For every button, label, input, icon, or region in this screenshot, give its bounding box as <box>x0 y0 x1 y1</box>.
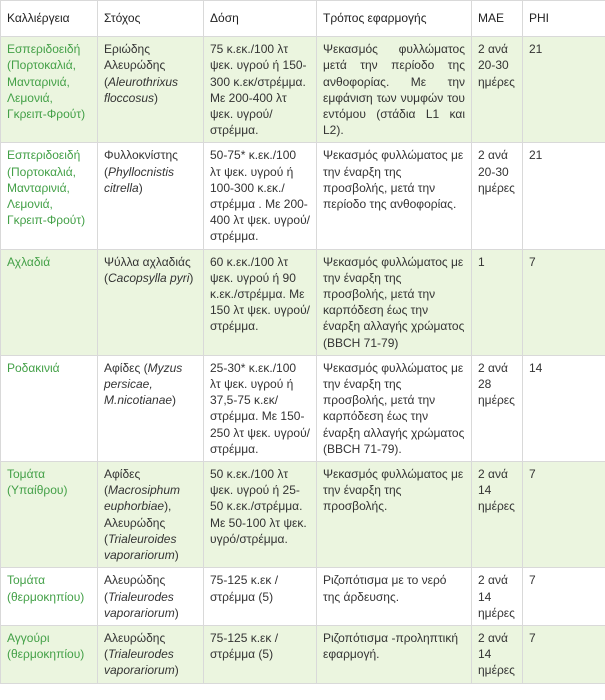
table-row <box>1 37 605 143</box>
crop-cell: Εσπεριδοειδή (Πορτοκαλιά, Μανταρινιά, Λεμονιά, Γκρειπ-Φρούτ) <box>1 143 98 249</box>
target-latin: Macrosiphum euphorbiae <box>104 483 181 514</box>
target-latin: Aleurothrixus floccosus <box>104 74 179 105</box>
target-name: Φυλλοκνίστης <box>104 148 178 163</box>
method-cell: Ψεκασμός φυλλώματος με την έναρξη της προσβολής, μετά την καρπόδεση έως την έναρξη αλλαγής χρώματος (BBCH 71-79). <box>317 355 472 461</box>
target-name: Εριώδης Αλευρώδης <box>104 42 166 73</box>
dose-cell: 75 κ.εκ./100 λτ ψεκ. υγρού ή 150-300 κ.εκ/στρέμμα. Με 200-400 λτ ψεκ. υγρού/ στρέμμα. <box>204 37 317 143</box>
mae-cell: 2 ανά 14 ημέρες <box>472 462 523 568</box>
target-latin: Cacopsylla pyri <box>108 270 190 285</box>
crop-cell: Εσπεριδοειδή (Πορτοκαλιά, Μανταρινιά, Λεμονιά, Γκρειπ-Φρούτ) <box>1 37 98 143</box>
target-cell: Ψύλλα αχλαδιάς (Cacopsylla pyri) <box>98 249 204 355</box>
mae-cell: 2 ανά 20-30 ημέρες <box>472 143 523 249</box>
target-name: Αφίδες <box>104 467 141 482</box>
crop-cell: Ροδακινιά <box>1 355 98 461</box>
header-phi: PHI <box>523 1 605 37</box>
header-dose: Δόση <box>204 1 317 37</box>
mae-cell: 2 ανά 14 ημέρες <box>472 625 523 683</box>
target-cell: Φυλλοκνίστης (Phyllocnistis citrella) <box>98 143 204 249</box>
target-latin: Myzus persicae, M.nicotianae <box>104 360 183 408</box>
method-cell: Ριζοπότισμα με το νερό της άρδευσης. <box>317 568 472 626</box>
header-method: Τρόπος εφαρμογής <box>317 1 472 37</box>
phi-cell: 21 <box>523 37 605 143</box>
dose-cell: 50-75* κ.εκ./100 λτ ψεκ. υγρού ή 100-300 κ.εκ./ στρέμμα . Με 200-400 λτ ψεκ. υγρού/ στρέμμα. <box>204 143 317 249</box>
target-cell: Αφίδες (Macrosiphum euphorbiae), Αλευρώδης (Trialeuroides vaporariorum) <box>98 462 204 568</box>
crop-cell: Τομάτα (Υπαίθρου) <box>1 462 98 568</box>
target-name: Αλευρώδης <box>104 630 166 645</box>
table-row <box>1 568 605 626</box>
phi-cell: 21 <box>523 143 605 249</box>
header-target: Στόχος <box>98 1 204 37</box>
target-name: Αλευρώδης <box>104 573 166 588</box>
phi-cell: 7 <box>523 625 605 683</box>
mae-cell: 2 ανά 14 ημέρες <box>472 568 523 626</box>
target-latin-2: Trialeuroides vaporariorum <box>104 531 177 563</box>
table-row <box>1 249 605 355</box>
target-name-2: Αλευρώδης <box>104 515 166 530</box>
table-row <box>1 625 605 683</box>
target-cell: Αλευρώδης (Trialeurodes vaporariorum) <box>98 568 204 626</box>
target-cell: Εριώδης Αλευρώδης (Aleurothrixus floccosus) <box>98 37 204 143</box>
target-cell: Αλευρώδης (Trialeurodes vaporariorum) <box>98 625 204 683</box>
header-crop: Καλλιέργεια <box>1 1 98 37</box>
phi-cell: 7 <box>523 249 605 355</box>
method-cell: Ψεκασμός φυλλώματος με την έναρξη της προσβολής, μετά την περίοδο της ανθοφορίας. <box>317 143 472 249</box>
target-latin: Trialeurodes vaporariorum <box>104 589 175 620</box>
dose-cell: 60 κ.εκ./100 λτ ψεκ. υγρού ή 90 κ.εκ./στρέμμα. Με 150 λτ ψεκ. υγρού/ στρέμμα. <box>204 249 317 355</box>
method-cell: Ψεκασμός φυλλώματος με την έναρξη της προσβολής. <box>317 462 472 568</box>
phi-cell: 7 <box>523 462 605 568</box>
crop-cell: Τομάτα (θερμοκηπίου) <box>1 568 98 626</box>
crop-cell: Αγγούρι (θερμοκηπίου) <box>1 625 98 683</box>
target-name: Αφίδες <box>104 360 141 375</box>
mae-cell: 1 <box>472 249 523 355</box>
header-mae: ΜΑΕ <box>472 1 523 37</box>
dose-cell: 25-30* κ.εκ./100 λτ ψεκ. υγρού ή 37,5-75 κ.εκ/ στρέμμα. Με 150-250 λτ ψεκ. υγρού/ στρέμμα. <box>204 355 317 461</box>
crop-cell: Αχλαδιά <box>1 249 98 355</box>
target-cell: Αφίδες (Myzus persicae, M.nicotianae) <box>98 355 204 461</box>
target-name: Ψύλλα αχλαδιάς <box>104 254 191 269</box>
phi-cell: 7 <box>523 568 605 626</box>
table-header-row <box>1 1 605 37</box>
dose-cell: 50 κ.εκ./100 λτ ψεκ. υγρού ή 25-50 κ.εκ./στρέμμα. Με 50-100 λτ ψεκ. υγρό/στρέμμα. <box>204 462 317 568</box>
phi-cell: 14 <box>523 355 605 461</box>
table-row <box>1 462 605 568</box>
method-cell: Ψεκασμός φυλλώματος με την έναρξη της προσβολής, μετά την καρπόδεση έως την έναρξη αλλαγής χρώματος (BBCH 71-79) <box>317 249 472 355</box>
mae-cell: 2 ανά 20-30 ημέρες <box>472 37 523 143</box>
dose-cell: 75-125 κ.εκ / στρέμμα (5) <box>204 568 317 626</box>
target-latin: Trialeurodes vaporariorum <box>104 647 175 678</box>
method-cell: Ριζοπότισμα -προληπτική εφαρμογή. <box>317 625 472 683</box>
method-cell: Ψεκασμός φυλλώματος μετά την περίοδο της ανθοφορίας. Με την εμφάνιση των νυμφών του εντόμου (στάδια L1 και L2). <box>317 37 472 143</box>
table-row <box>1 355 605 461</box>
table-row <box>1 143 605 249</box>
mae-cell: 2 ανά 28 ημέρες <box>472 355 523 461</box>
dose-cell: 75-125 κ.εκ / στρέμμα (5) <box>204 625 317 683</box>
target-latin: Phyllocnistis citrella <box>104 164 175 195</box>
